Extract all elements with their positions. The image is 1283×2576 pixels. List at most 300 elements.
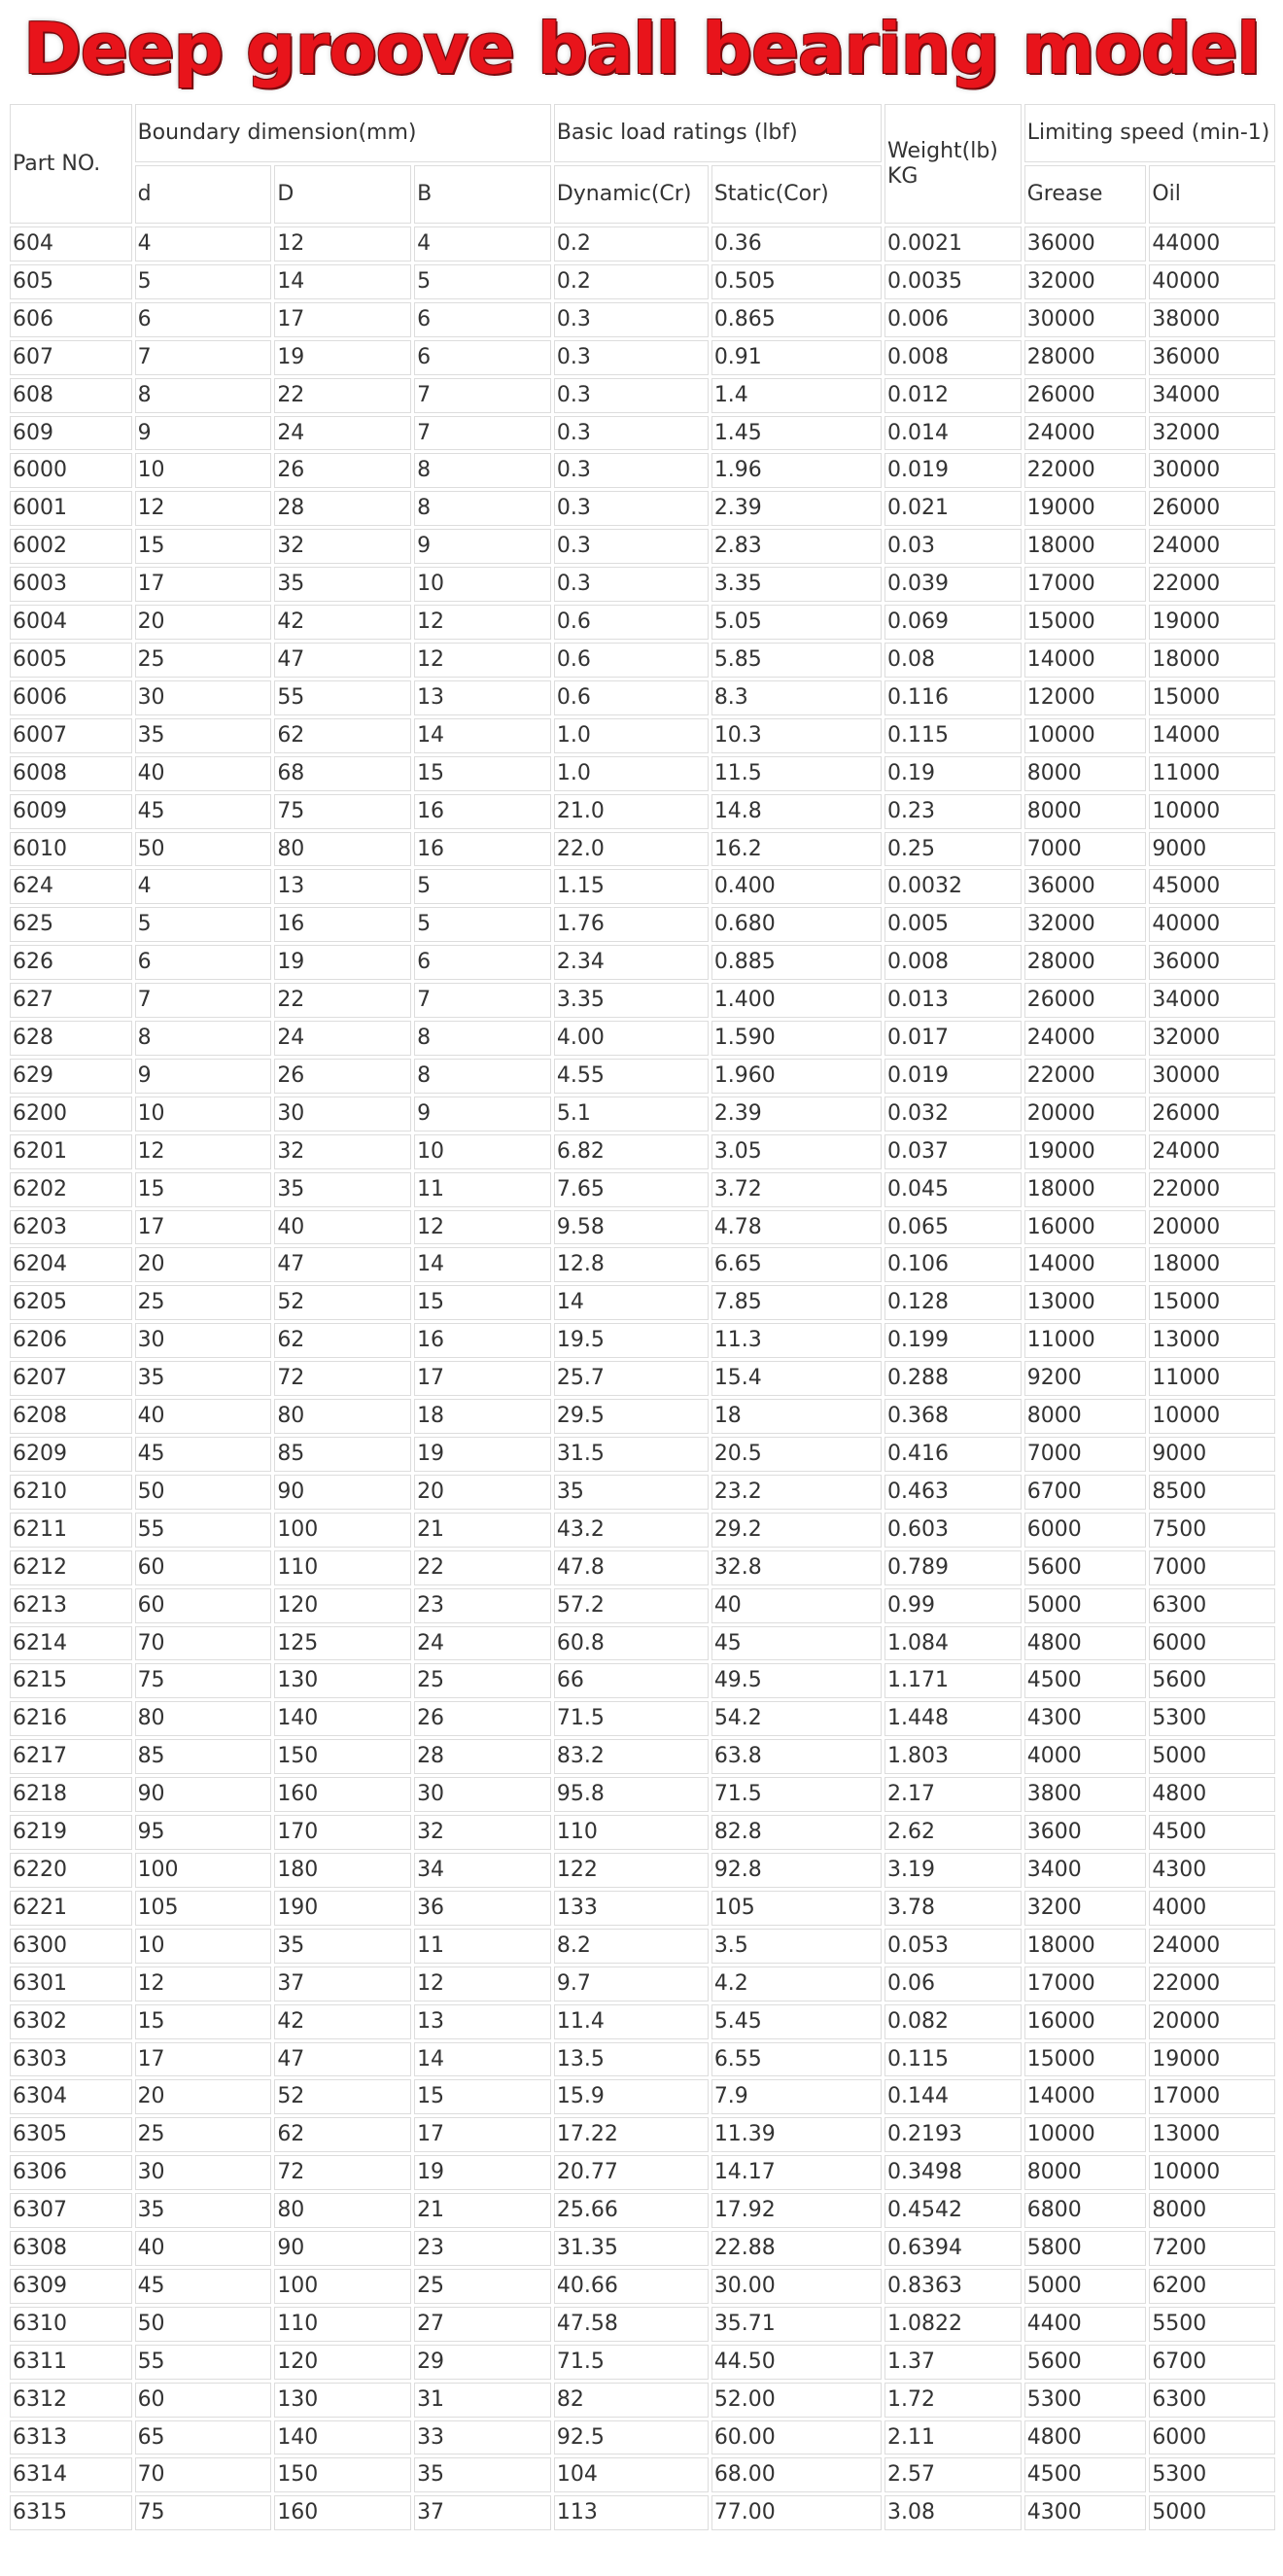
cell-D: 52 (274, 1285, 411, 1320)
table-row (10, 2383, 1275, 2418)
cell-oil: 6000 (1149, 2420, 1275, 2455)
cell-d: 6 (135, 945, 272, 980)
cell-part-no: 6221 (10, 1891, 132, 1926)
cell-grease: 22000 (1024, 453, 1147, 488)
cell-weight: 0.019 (884, 453, 1022, 488)
cell-D: 110 (274, 2307, 411, 2342)
cell-weight: 0.08 (884, 643, 1022, 678)
cell-B: 21 (414, 2193, 551, 2228)
cell-B: 14 (414, 1247, 551, 1282)
cell-part-no: 6203 (10, 1210, 132, 1245)
cell-dynamic: 0.3 (554, 340, 709, 375)
cell-B: 11 (414, 1929, 551, 1964)
cell-dynamic: 11.4 (554, 2004, 709, 2039)
cell-static: 20.5 (711, 1437, 882, 1472)
cell-B: 34 (414, 1853, 551, 1888)
cell-dynamic: 1.0 (554, 756, 709, 791)
cell-part-no: 607 (10, 340, 132, 375)
cell-D: 150 (274, 1739, 411, 1774)
cell-grease: 4800 (1024, 1626, 1147, 1661)
cell-static: 5.85 (711, 643, 882, 678)
header-d-inner: d (135, 165, 272, 224)
cell-part-no: 604 (10, 226, 132, 261)
header-b-width: B (414, 165, 551, 224)
cell-grease: 7000 (1024, 832, 1147, 867)
cell-B: 24 (414, 1626, 551, 1661)
cell-dynamic: 0.3 (554, 453, 709, 488)
cell-dynamic: 12.8 (554, 1247, 709, 1282)
cell-weight: 0.017 (884, 1021, 1022, 1056)
cell-static: 7.85 (711, 1285, 882, 1320)
cell-part-no: 6303 (10, 2042, 132, 2077)
cell-dynamic: 0.3 (554, 491, 709, 526)
cell-oil: 18000 (1149, 1247, 1275, 1282)
cell-part-no: 6314 (10, 2457, 132, 2492)
table-row (10, 983, 1275, 1018)
cell-weight: 1.803 (884, 1739, 1022, 1774)
cell-grease: 4500 (1024, 1663, 1147, 1698)
cell-part-no: 6309 (10, 2269, 132, 2304)
cell-B: 35 (414, 2457, 551, 2492)
cell-D: 62 (274, 718, 411, 753)
cell-grease: 36000 (1024, 869, 1147, 904)
cell-weight: 0.2193 (884, 2117, 1022, 2152)
table-row (10, 2420, 1275, 2455)
cell-oil: 4800 (1149, 1777, 1275, 1812)
cell-static: 1.960 (711, 1059, 882, 1094)
cell-oil: 7200 (1149, 2231, 1275, 2266)
cell-dynamic: 3.35 (554, 983, 709, 1018)
cell-d: 60 (135, 1588, 272, 1623)
cell-static: 32.8 (711, 1550, 882, 1585)
cell-dynamic: 1.0 (554, 718, 709, 753)
cell-grease: 17000 (1024, 567, 1147, 602)
cell-D: 120 (274, 2345, 411, 2380)
cell-d: 55 (135, 2345, 272, 2380)
cell-weight: 1.72 (884, 2383, 1022, 2418)
cell-grease: 28000 (1024, 340, 1147, 375)
cell-weight: 1.448 (884, 1701, 1022, 1736)
cell-weight: 0.115 (884, 718, 1022, 753)
cell-weight: 1.0822 (884, 2307, 1022, 2342)
cell-D: 170 (274, 1815, 411, 1850)
cell-dynamic: 13.5 (554, 2042, 709, 2077)
cell-d: 17 (135, 2042, 272, 2077)
cell-d: 55 (135, 1513, 272, 1548)
cell-part-no: 6216 (10, 1701, 132, 1736)
cell-static: 68.00 (711, 2457, 882, 2492)
cell-oil: 10000 (1149, 1399, 1275, 1434)
table-row (10, 340, 1275, 375)
cell-d: 50 (135, 1475, 272, 1510)
cell-grease: 14000 (1024, 1247, 1147, 1282)
cell-weight: 0.065 (884, 1210, 1022, 1245)
cell-D: 52 (274, 2079, 411, 2114)
cell-part-no: 6200 (10, 1097, 132, 1131)
cell-B: 8 (414, 453, 551, 488)
cell-D: 80 (274, 1399, 411, 1434)
cell-D: 35 (274, 1929, 411, 1964)
table-row (10, 1513, 1275, 1548)
cell-weight: 0.032 (884, 1097, 1022, 1131)
cell-d: 75 (135, 2495, 272, 2530)
table-row (10, 567, 1275, 602)
cell-weight: 3.19 (884, 1853, 1022, 1888)
cell-D: 120 (274, 1588, 411, 1623)
cell-oil: 6700 (1149, 2345, 1275, 2380)
cell-part-no: 6201 (10, 1134, 132, 1169)
table-row (10, 1967, 1275, 2002)
cell-d: 20 (135, 1247, 272, 1282)
cell-grease: 18000 (1024, 1172, 1147, 1207)
cell-part-no: 6004 (10, 605, 132, 640)
cell-dynamic: 35 (554, 1475, 709, 1510)
cell-dynamic: 25.66 (554, 2193, 709, 2228)
cell-part-no: 6313 (10, 2420, 132, 2455)
cell-part-no: 6217 (10, 1739, 132, 1774)
cell-dynamic: 0.3 (554, 378, 709, 413)
cell-D: 28 (274, 491, 411, 526)
cell-d: 90 (135, 1777, 272, 1812)
table-row (10, 1777, 1275, 1812)
cell-weight: 0.199 (884, 1323, 1022, 1358)
cell-part-no: 6311 (10, 2345, 132, 2380)
cell-d: 12 (135, 491, 272, 526)
cell-weight: 0.037 (884, 1134, 1022, 1169)
table-row (10, 1853, 1275, 1888)
cell-D: 22 (274, 378, 411, 413)
cell-grease: 28000 (1024, 945, 1147, 980)
cell-d: 35 (135, 1361, 272, 1396)
cell-oil: 22000 (1149, 1967, 1275, 2002)
table-row (10, 1021, 1275, 1056)
cell-oil: 45000 (1149, 869, 1275, 904)
header-grease: Grease (1024, 165, 1147, 224)
cell-D: 150 (274, 2457, 411, 2492)
cell-dynamic: 20.77 (554, 2155, 709, 2190)
cell-static: 71.5 (711, 1777, 882, 1812)
cell-oil: 6300 (1149, 1588, 1275, 1623)
table-row (10, 756, 1275, 791)
cell-d: 7 (135, 983, 272, 1018)
cell-d: 17 (135, 1210, 272, 1245)
table-row (10, 264, 1275, 299)
cell-part-no: 6000 (10, 453, 132, 488)
cell-static: 4.78 (711, 1210, 882, 1245)
cell-D: 35 (274, 567, 411, 602)
cell-grease: 15000 (1024, 605, 1147, 640)
cell-oil: 40000 (1149, 907, 1275, 942)
cell-static: 105 (711, 1891, 882, 1926)
cell-B: 15 (414, 2079, 551, 2114)
cell-d: 50 (135, 832, 272, 867)
cell-oil: 7000 (1149, 1550, 1275, 1585)
cell-static: 30.00 (711, 2269, 882, 2304)
cell-grease: 5000 (1024, 1588, 1147, 1623)
cell-oil: 24000 (1149, 529, 1275, 564)
table-row (10, 1739, 1275, 1774)
cell-B: 5 (414, 264, 551, 299)
cell-oil: 22000 (1149, 567, 1275, 602)
cell-grease: 12000 (1024, 680, 1147, 715)
table-row (10, 378, 1275, 413)
cell-weight: 0.021 (884, 491, 1022, 526)
cell-D: 13 (274, 869, 411, 904)
cell-B: 19 (414, 1437, 551, 1472)
cell-B: 4 (414, 226, 551, 261)
cell-D: 190 (274, 1891, 411, 1926)
cell-weight: 0.106 (884, 1247, 1022, 1282)
cell-part-no: 627 (10, 983, 132, 1018)
header-boundary-dimension: Boundary dimension(mm) (135, 104, 551, 162)
table-row (10, 453, 1275, 488)
cell-d: 15 (135, 1172, 272, 1207)
header-part-no: Part NO. (10, 104, 132, 224)
cell-dynamic: 71.5 (554, 2345, 709, 2380)
cell-part-no: 6207 (10, 1361, 132, 1396)
table-row (10, 2193, 1275, 2228)
cell-d: 12 (135, 1134, 272, 1169)
cell-static: 77.00 (711, 2495, 882, 2530)
cell-grease: 5800 (1024, 2231, 1147, 2266)
cell-weight: 0.603 (884, 1513, 1022, 1548)
cell-part-no: 6204 (10, 1247, 132, 1282)
cell-dynamic: 0.3 (554, 302, 709, 337)
table-row (10, 2079, 1275, 2114)
cell-oil: 34000 (1149, 378, 1275, 413)
cell-weight: 1.171 (884, 1663, 1022, 1698)
cell-oil: 5500 (1149, 2307, 1275, 2342)
cell-dynamic: 113 (554, 2495, 709, 2530)
table-row (10, 1059, 1275, 1094)
cell-grease: 5600 (1024, 1550, 1147, 1585)
table-row (10, 2117, 1275, 2152)
cell-weight: 0.25 (884, 832, 1022, 867)
cell-D: 110 (274, 1550, 411, 1585)
cell-weight: 0.082 (884, 2004, 1022, 2039)
cell-oil: 15000 (1149, 680, 1275, 715)
cell-weight: 2.17 (884, 1777, 1022, 1812)
cell-d: 15 (135, 2004, 272, 2039)
cell-D: 14 (274, 264, 411, 299)
cell-weight: 2.62 (884, 1815, 1022, 1850)
cell-weight: 0.005 (884, 907, 1022, 942)
cell-B: 14 (414, 2042, 551, 2077)
table-row (10, 2495, 1275, 2530)
cell-D: 75 (274, 794, 411, 829)
cell-part-no: 6002 (10, 529, 132, 564)
cell-static: 6.65 (711, 1247, 882, 1282)
cell-dynamic: 47.8 (554, 1550, 709, 1585)
cell-dynamic: 60.8 (554, 1626, 709, 1661)
cell-part-no: 605 (10, 264, 132, 299)
cell-d: 20 (135, 2079, 272, 2114)
table-row (10, 1891, 1275, 1926)
cell-part-no: 6308 (10, 2231, 132, 2266)
cell-d: 25 (135, 643, 272, 678)
cell-grease: 8000 (1024, 756, 1147, 791)
cell-d: 20 (135, 605, 272, 640)
cell-static: 2.83 (711, 529, 882, 564)
cell-B: 12 (414, 643, 551, 678)
cell-grease: 4400 (1024, 2307, 1147, 2342)
cell-B: 9 (414, 1097, 551, 1131)
table-row (10, 416, 1275, 451)
table-row (10, 2307, 1275, 2342)
cell-D: 62 (274, 2117, 411, 2152)
cell-D: 160 (274, 2495, 411, 2530)
cell-oil: 36000 (1149, 945, 1275, 980)
cell-oil: 32000 (1149, 416, 1275, 451)
cell-B: 12 (414, 1967, 551, 2002)
cell-part-no: 6306 (10, 2155, 132, 2190)
cell-part-no: 6208 (10, 1399, 132, 1434)
table-row (10, 226, 1275, 261)
cell-static: 11.3 (711, 1323, 882, 1358)
cell-part-no: 6001 (10, 491, 132, 526)
table-row (10, 794, 1275, 829)
cell-part-no: 6218 (10, 1777, 132, 1812)
cell-D: 32 (274, 1134, 411, 1169)
cell-static: 14.8 (711, 794, 882, 829)
cell-grease: 19000 (1024, 1134, 1147, 1169)
cell-d: 80 (135, 1701, 272, 1736)
cell-B: 12 (414, 1210, 551, 1245)
cell-B: 7 (414, 416, 551, 451)
cell-D: 19 (274, 945, 411, 980)
cell-weight: 0.008 (884, 340, 1022, 375)
cell-D: 26 (274, 1059, 411, 1094)
cell-D: 72 (274, 1361, 411, 1396)
cell-weight: 0.045 (884, 1172, 1022, 1207)
cell-part-no: 6009 (10, 794, 132, 829)
cell-oil: 24000 (1149, 1134, 1275, 1169)
cell-oil: 6000 (1149, 1626, 1275, 1661)
cell-weight: 0.128 (884, 1285, 1022, 1320)
table-row (10, 605, 1275, 640)
cell-B: 25 (414, 2269, 551, 2304)
cell-grease: 6000 (1024, 1513, 1147, 1548)
cell-dynamic: 5.1 (554, 1097, 709, 1131)
cell-B: 26 (414, 1701, 551, 1736)
cell-grease: 3400 (1024, 1853, 1147, 1888)
cell-d: 60 (135, 2383, 272, 2418)
cell-d: 12 (135, 1967, 272, 2002)
cell-grease: 5300 (1024, 2383, 1147, 2418)
cell-d: 30 (135, 2155, 272, 2190)
cell-B: 29 (414, 2345, 551, 2380)
cell-static: 45 (711, 1626, 882, 1661)
cell-D: 100 (274, 2269, 411, 2304)
cell-grease: 36000 (1024, 226, 1147, 261)
cell-static: 15.4 (711, 1361, 882, 1396)
cell-D: 47 (274, 1247, 411, 1282)
cell-dynamic: 43.2 (554, 1513, 709, 1548)
cell-dynamic: 1.76 (554, 907, 709, 942)
table-row (10, 1815, 1275, 1850)
cell-part-no: 6212 (10, 1550, 132, 1585)
cell-dynamic: 9.7 (554, 1967, 709, 2002)
cell-d: 85 (135, 1739, 272, 1774)
header-basic-load-ratings: Basic load ratings (lbf) (554, 104, 882, 162)
table-row (10, 529, 1275, 564)
cell-B: 13 (414, 2004, 551, 2039)
cell-B: 8 (414, 1059, 551, 1094)
cell-grease: 20000 (1024, 1097, 1147, 1131)
cell-dynamic: 66 (554, 1663, 709, 1698)
cell-B: 5 (414, 869, 551, 904)
cell-dynamic: 25.7 (554, 1361, 709, 1396)
cell-D: 30 (274, 1097, 411, 1131)
cell-grease: 4500 (1024, 2457, 1147, 2492)
cell-part-no: 624 (10, 869, 132, 904)
cell-weight: 3.78 (884, 1891, 1022, 1926)
cell-weight: 0.789 (884, 1550, 1022, 1585)
cell-part-no: 608 (10, 378, 132, 413)
cell-d: 40 (135, 1399, 272, 1434)
cell-d: 70 (135, 1626, 272, 1661)
cell-weight: 0.014 (884, 416, 1022, 451)
table-row (10, 2004, 1275, 2039)
cell-weight: 0.115 (884, 2042, 1022, 2077)
cell-B: 16 (414, 794, 551, 829)
cell-static: 2.39 (711, 491, 882, 526)
cell-d: 25 (135, 1285, 272, 1320)
cell-oil: 14000 (1149, 718, 1275, 753)
cell-static: 1.590 (711, 1021, 882, 1056)
cell-D: 24 (274, 416, 411, 451)
cell-static: 22.88 (711, 2231, 882, 2266)
cell-grease: 4000 (1024, 1739, 1147, 1774)
cell-weight: 0.416 (884, 1437, 1022, 1472)
cell-weight: 0.463 (884, 1475, 1022, 1510)
cell-oil: 24000 (1149, 1929, 1275, 1964)
cell-weight: 0.99 (884, 1588, 1022, 1623)
cell-oil: 5000 (1149, 2495, 1275, 2530)
cell-static: 44.50 (711, 2345, 882, 2380)
cell-D: 24 (274, 1021, 411, 1056)
cell-part-no: 6310 (10, 2307, 132, 2342)
cell-d: 9 (135, 416, 272, 451)
cell-part-no: 6005 (10, 643, 132, 678)
cell-dynamic: 0.2 (554, 264, 709, 299)
cell-oil: 13000 (1149, 1323, 1275, 1358)
cell-static: 3.72 (711, 1172, 882, 1207)
cell-part-no: 6219 (10, 1815, 132, 1850)
table-row (10, 718, 1275, 753)
cell-grease: 18000 (1024, 1929, 1147, 1964)
cell-B: 31 (414, 2383, 551, 2418)
cell-oil: 11000 (1149, 1361, 1275, 1396)
cell-dynamic: 17.22 (554, 2117, 709, 2152)
cell-dynamic: 82 (554, 2383, 709, 2418)
cell-part-no: 6210 (10, 1475, 132, 1510)
header-weight: Weight(lb) KG (884, 104, 1022, 224)
cell-weight: 0.069 (884, 605, 1022, 640)
cell-weight: 2.57 (884, 2457, 1022, 2492)
cell-grease: 26000 (1024, 983, 1147, 1018)
cell-B: 7 (414, 983, 551, 1018)
cell-part-no: 6300 (10, 1929, 132, 1964)
cell-grease: 24000 (1024, 416, 1147, 451)
cell-D: 12 (274, 226, 411, 261)
cell-grease: 10000 (1024, 2117, 1147, 2152)
cell-grease: 7000 (1024, 1437, 1147, 1472)
cell-grease: 16000 (1024, 2004, 1147, 2039)
cell-B: 30 (414, 1777, 551, 1812)
cell-B: 8 (414, 491, 551, 526)
cell-d: 70 (135, 2457, 272, 2492)
